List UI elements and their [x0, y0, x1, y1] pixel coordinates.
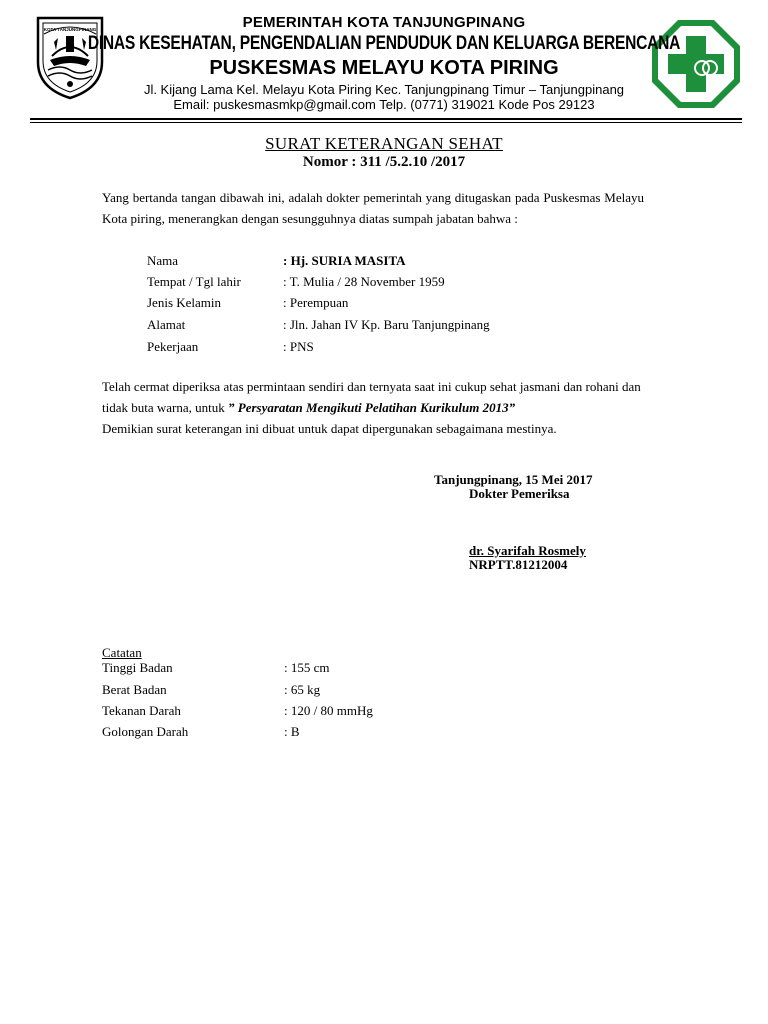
letter-closing: Demikian surat keterangan ini dibuat untuk dapat dipergunakan sebagaimana mestinya. [102, 421, 557, 436]
letter-intro: Yang bertanda tangan dibawah ini, adalah dokter pemerintah yang ditugaskan pada Puskesmas Melayu Kota piring, menerangkan dengan sesungguhnya diatas sumpah jabatan bahwa : [102, 190, 644, 226]
identity-value: : Jln. Jahan IV Kp. Baru Tanjungpinang [283, 317, 490, 332]
letterhead-clinic: PUSKESMAS MELAYU KOTA PIRING [209, 57, 559, 79]
note-row-weight [102, 679, 502, 700]
identity-label: Jenis Kelamin [147, 295, 222, 310]
letterhead-contact: Email: puskesmasmkp@gmail.com Telp. (0771) 319021 Kode Pos 29123 [173, 97, 595, 112]
identity-row-address [147, 314, 647, 335]
identity-row-name [147, 250, 647, 271]
letter-number: Nomor : 311 /5.2.10 /2017 [302, 154, 466, 170]
letterhead-address: Jl. Kijang Lama Kel. Melayu Kota Piring Kec. Tanjungpinang Timur – Tanjungpinang [143, 82, 625, 97]
note-label: Berat Badan [102, 682, 167, 697]
identity-label: Tempat / Tgl lahir [147, 274, 241, 289]
identity-value: : Hj. SURIA MASITA [283, 253, 406, 268]
note-label: Tinggi Badan [102, 660, 173, 675]
identity-row-birth [147, 271, 647, 292]
letterhead-government: PEMERINTAH KOTA TANJUNGPINANG [242, 14, 526, 31]
note-value: : B [284, 724, 300, 739]
signature-id: NRPTT.81212004 [469, 557, 568, 572]
identity-value: : PNS [283, 339, 314, 354]
signature-name: dr. Syarifah Rosmely [469, 543, 586, 558]
identity-row-occupation [147, 336, 647, 357]
letter-title: SURAT KETERANGAN SEHAT [265, 134, 503, 153]
findings-purpose: ” Persyaratan Mengikuti Pelatihan Kurikulum 2013” [228, 400, 516, 415]
letterhead-department: DINAS KESEHATAN, PENGENDALIAN PENDUDUK DAN KELUARGA BERENCANA [87, 33, 681, 54]
note-label: Tekanan Darah [102, 703, 181, 718]
identity-label: Nama [147, 253, 179, 268]
identity-label: Alamat [147, 317, 186, 332]
identity-value: : T. Mulia / 28 November 1959 [283, 274, 445, 289]
letter-findings [102, 376, 647, 418]
letterhead-divider [30, 118, 742, 120]
note-value: : 155 cm [284, 660, 330, 675]
findings-text: Telah cermat diperiksa atas permintaan sendiri dan ternyata saat ini cukup sehat jasmani dan rohani dan tidak buta warna, untuk [102, 379, 641, 415]
note-row-blood-type [102, 721, 502, 742]
note-value: : 65 kg [284, 682, 321, 697]
letterhead-divider-thin [30, 122, 742, 123]
note-row-height [102, 657, 502, 678]
identity-row-gender [147, 292, 647, 313]
note-row-blood-pressure [102, 700, 502, 721]
crest-lettering: KOTA TANJUNGPINANG [43, 27, 97, 32]
note-value: : 120 / 80 mmHg [284, 703, 373, 718]
identity-label: Pekerjaan [147, 339, 199, 354]
identity-value: : Perempuan [283, 295, 349, 310]
signature-place-date: Tanjungpinang, 15 Mei 2017 [434, 472, 593, 487]
note-label: Golongan Darah [102, 724, 189, 739]
notes-heading: Catatan [102, 645, 142, 660]
signature-role: Dokter Pemeriksa [469, 486, 570, 501]
